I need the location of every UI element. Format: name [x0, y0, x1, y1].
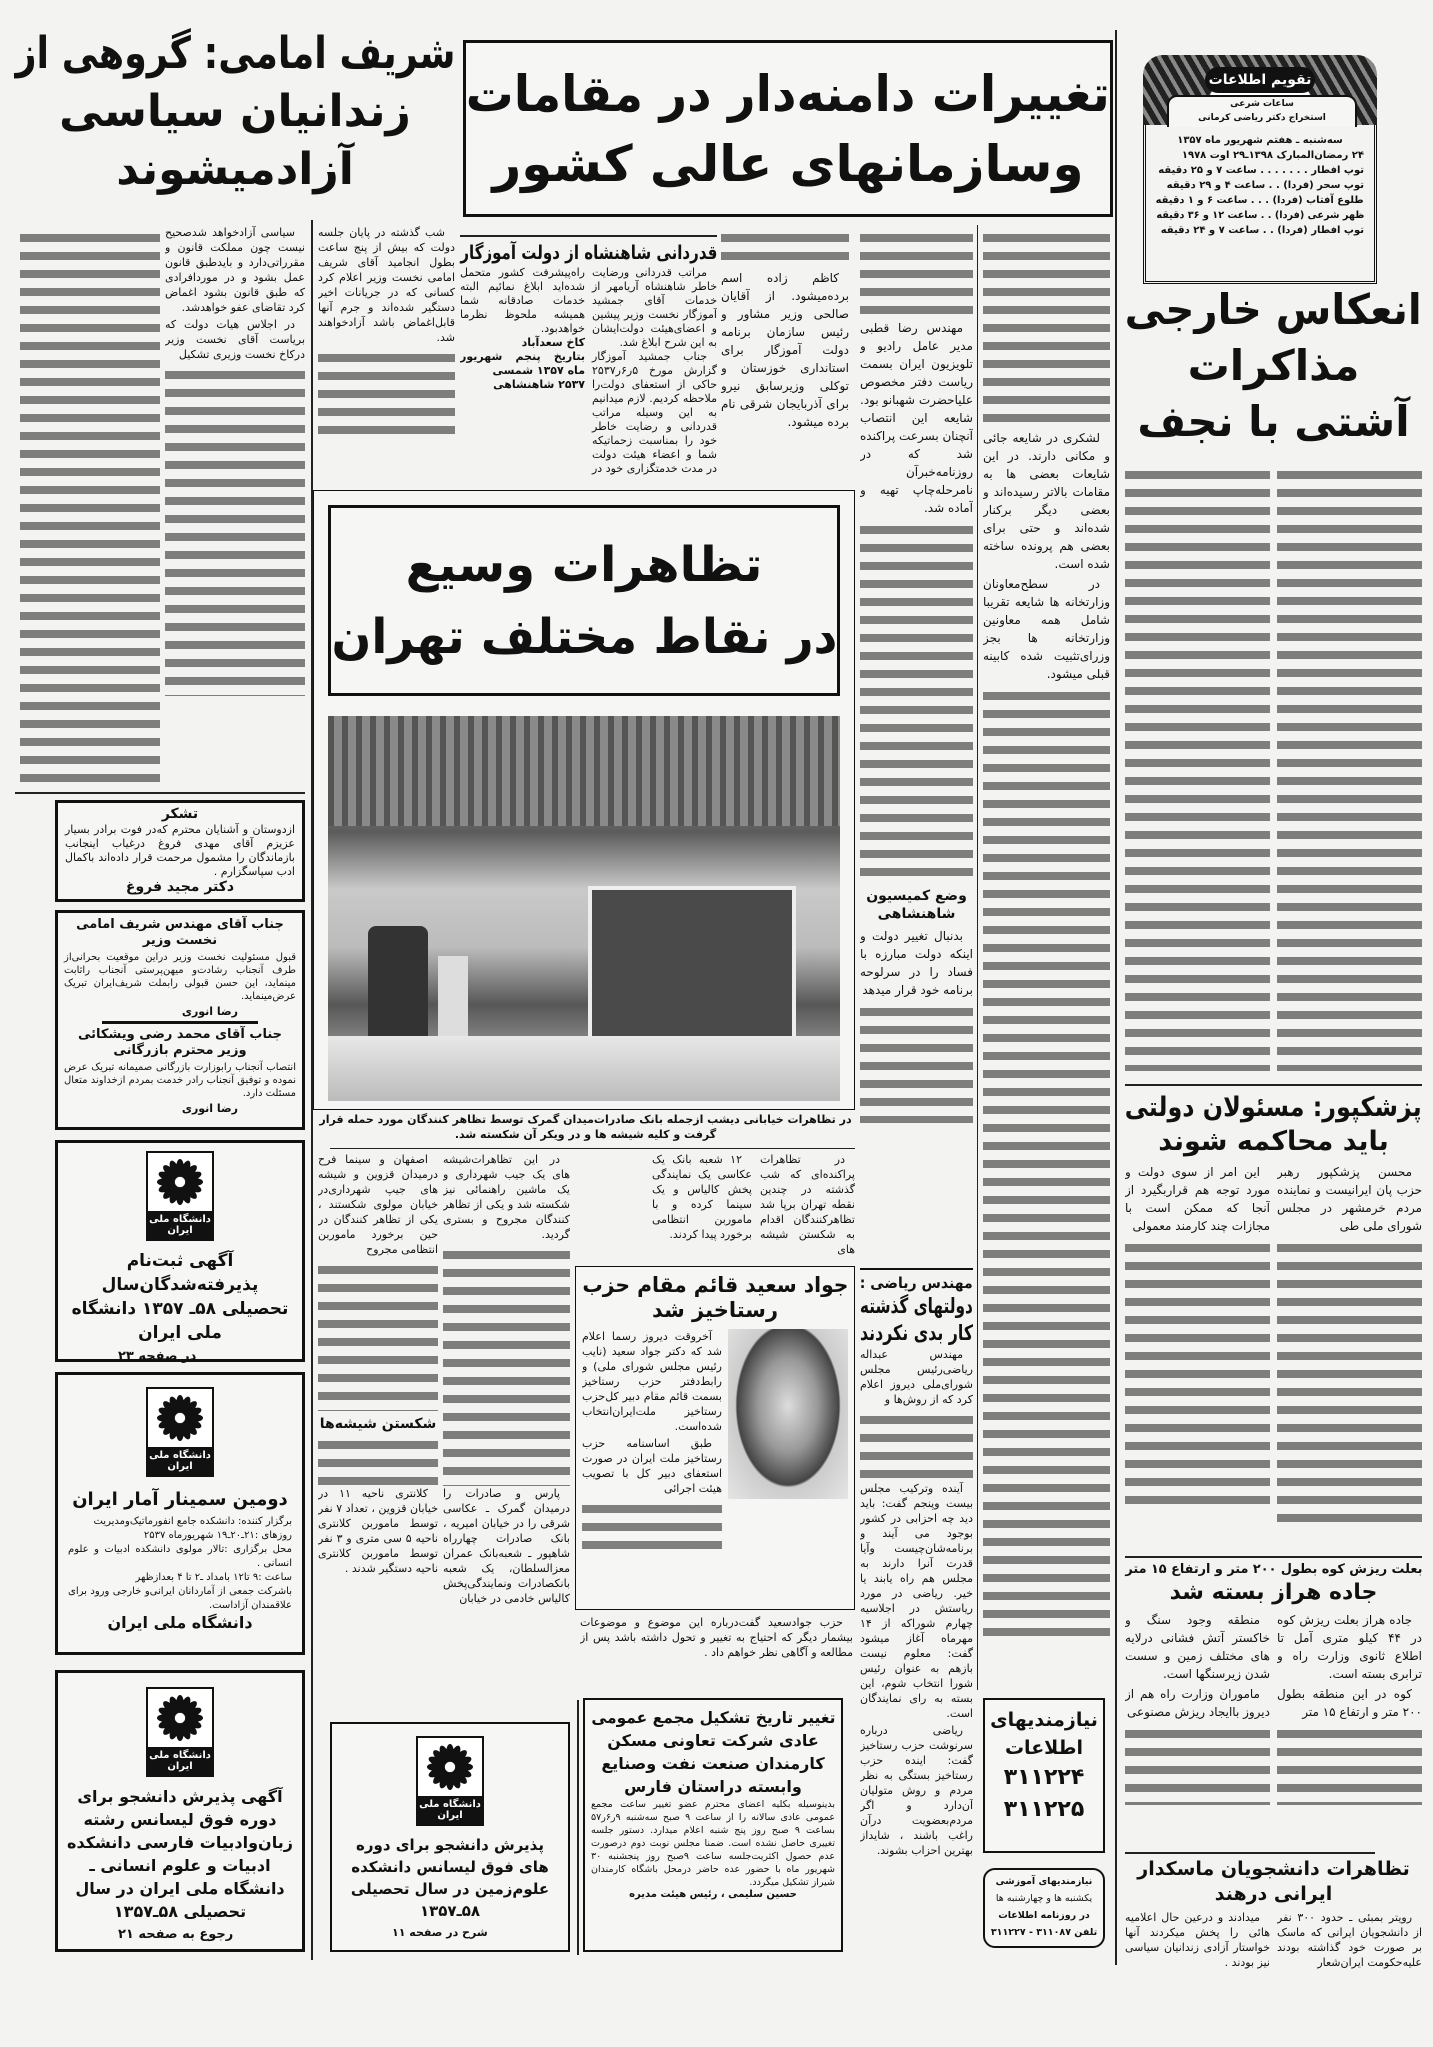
calendar-times [1143, 125, 1377, 284]
calendar-line: ۲۴ رمضان‌المبارک ۱۳۹۸ـ۲۹ اوت ۱۹۷۸ [1181, 150, 1364, 161]
headline-line: باید محاکمه شوند [1158, 1126, 1389, 1157]
notice-title: جناب آقای مهندس شریف امامی [76, 917, 284, 932]
university-logo [146, 1687, 214, 1777]
calendar-box [1143, 55, 1377, 268]
photo-caption: در تظاهرات خیابانی دیشب ازجمله بانک صادرات‌میدان گمرک توسط تظاهر کنندگان مورد حمله قرار گرفت و کلیه شیشه ها و در ویکر آن شکسته شد. [319, 1113, 852, 1141]
geology-admission-ad [330, 1722, 570, 1952]
flower-emblem-icon [425, 1742, 475, 1792]
headline-line: پزشکپور: مسئولان دولتی [1125, 1092, 1422, 1123]
calendar-line: توپ افطار (فردا) . . ساعت ۷ و ۲۴ دقیقه [1160, 225, 1364, 236]
students-col-2 [1125, 1910, 1270, 1972]
main-story-col-1 [983, 225, 1110, 1690]
headline-line: تظاهرات دانشجویان ماسکدار [1137, 1858, 1410, 1880]
paragraph: در سطح‌معاونان وزارتخانه ها شایعه تقریبا شامل همه معاونین وزارتخانه ها بجز وزرای‌تثبیت شده کابینه قبلی میشود. [983, 577, 1110, 681]
statistics-seminar-ad [55, 1372, 305, 1655]
ad-line: ساعت :۹ تا۱۲ بامداد ـ۲ تا ۴ بعدازظهر [135, 1572, 292, 1583]
haraz-kicker: بعلت ریزش کوه بطول ۲۰۰ متر و ارتفاع ۱۵ متر [1125, 1562, 1422, 1577]
paragraph: جناب جمشید آموزگار گزارش مورخ ۵ر۶ر۲۵۳۷ حاکی از استعفای دولت‌را ملاحظه کردیم. لازم میدانیم به این وسیله مراتب قدردانی و رضایت خاطر خود را بمناسبت زحماتیکه شما و اعضاء هیئت دولت در مدت خدمتگزاری خود در راه‌پیشرفت کشور متحمل شده‌اید ابلاغ نمائیم البته خدمات صادقانه شما همیشه ملحوظ نظرما خواهدبود. [460, 266, 717, 475]
students-story [1125, 1857, 1422, 1972]
photo-figure [368, 926, 428, 1046]
illegible-text [721, 229, 849, 269]
ad-line: نیازمندیهای آموزشی [995, 1876, 1093, 1887]
paragraph: منطقه وجود سنگ و خاکستر آتش فشانی درلایه های مختلف زمین و سست شدن زیرسنگها است. [1125, 1613, 1270, 1681]
illegible-text [443, 1246, 570, 1486]
paragraph: بدنبال تغییر دولت و اینکه دولت مبارزه با فساد را در سرلوحه برنامه خود قرار میدهد [860, 929, 973, 997]
paragraph: ۱۲ شعبه بانک یک عکاسی یک نمایندگی پخش کالیاس و یک سینما کرده و با ماموربن انتظامی برخورد پیدا کردند. [652, 1153, 752, 1241]
photo-ceiling [328, 716, 840, 826]
university-registration-ad [55, 1140, 305, 1362]
flower-center [175, 1413, 185, 1423]
divider [460, 235, 717, 237]
paragraph: شب گذشته در پایان جلسه دولت که بیش از پنج ساعت بطول انجامید آقای شریف امامی نخست وزیر اعلام کرد کسانی که در جریانات اخیر دستگیر شده‌اند و جرم آنها قابل‌اغماض باشد آزادخواهند شد. [318, 226, 455, 344]
illegible-text [860, 229, 973, 319]
ad-title: دومین سمینار آمار ایران [72, 1489, 288, 1510]
najaf-col-1 [1277, 462, 1422, 1075]
notice-body: قبول مسئولیت نخست وزیر دراین موقعیت بحرانی‌از طرف آنجناب رشادت‌و میهن‌پرستی آنجناب راثابت مینماید، این حسن قبولی رابملت شریف‌ایران تبریک عرض‌مینماید. [64, 952, 296, 1002]
notice-title: کارمندان صنعت نفت وصنایع [601, 1754, 825, 1773]
ad-line: محل برگزاری :تالار مولوی دانشکده ادبیات و علوم انسانی . [68, 1544, 292, 1569]
paragraph: کاظم زاده اسم برده‌میشود. از آقایان صالحی وزیر مشاور و رئیس سازمان برنامه دولت آموزگار برای استانداری خوزستان و توکلی وزیرسابق نیرو برای آذربایجان شرقی نام برده میشود. [721, 271, 849, 429]
students-col-1 [1277, 1910, 1422, 1972]
paragraph: لشکری در شایعه جائی و مکانی دارند. در این شایعات بعضی ها به مقامات بالاتر رسیده‌اند و بعضی دیگر برکنار شده‌اند و حتی برای بعضی هم پرونده ساخته شده است. [983, 431, 1110, 571]
kicker: مهندس ریاضی : [860, 1274, 973, 1292]
calendar-credit: استخراج دکتر ریاضی کرمانی [1198, 113, 1326, 123]
ad-signature: دانشگاه ملی ایران [107, 1613, 253, 1632]
university-logo [146, 1387, 214, 1477]
notice-title: وابسته دراستان فارس [624, 1777, 802, 1796]
notice-body: بدینوسیله بکلیه اعضای محترم عضو تغییر ساعت مجمع عمومی عادی سالانه را از ساعت ۹ صبح سه‌شنبه ۹ر۶ر۵۷ بساعت ۹ صبح روز پنج شنبه اعلام میدارد. دستور جلسه تغییری حاصل نشده است. ضمنا مجلس نوبت دوم درصورت عدم حصول اکثریت‌جلسه ساعت ۹صبح روز پنجشنبه ۳۰ شهریور ماه با حضور عده حاضر درمحل باشگاه کارمندان شیراز تشکیل میگردد. [591, 1799, 836, 1888]
pezeshkpour-col-1 [1277, 1163, 1422, 1547]
flower-emblem-icon [155, 1157, 205, 1207]
ad-line: در روزنامه اطلاعات [998, 1910, 1090, 1921]
headline-line: انعکاس خارجی [1124, 285, 1422, 334]
pezeshkpour-col-2 [1125, 1163, 1270, 1547]
photo-rubble [328, 1036, 840, 1101]
paragraph: ماموران وزارت راه هم از دیروز باایجاد ریزش مصنوعی [1125, 1687, 1270, 1719]
headline-line: آزادمیشوند [116, 144, 354, 195]
page-reference: شرح در صفحه ۱۱ [392, 1926, 488, 1939]
saeed-story [575, 1266, 855, 1610]
haraz-story [1125, 1561, 1422, 1847]
illegible-text [582, 1500, 722, 1550]
calendar-line: ظهر شرعی (فردا) . . ساعت ۱۲ و ۳۶ دقیقه [1156, 210, 1364, 221]
headline-line: کار بدی نکردند [860, 1321, 973, 1345]
paragraph: مهندس عبداله ریاضی‌رئیس مجلس شورای‌ملی دیروز اعلام کرد که از روش‌ها و [860, 1348, 973, 1406]
main-story-col-2 [860, 225, 973, 1260]
notice-signature: رضا انوری [181, 1102, 238, 1115]
illegible-text [983, 229, 1110, 429]
paragraph: آخروقت دیروز رسما اعلام شد که دکتر جواد سعید (نایب رئیس مجلس شورای ملی) و رابط‌دفتر حزب رستاخیز بسمت قائم مقام دبیر کل‌حزب رستاخیز ملت‌ایران‌انتخاب شده‌است. [582, 1330, 722, 1433]
headline-line: شریف امامی: گروهی از [15, 28, 455, 79]
left-story-col-3 [20, 225, 160, 785]
calendar-line: طلوع آفتاب (فردا) . . . ساعت ۶ و ۱ دقیقه [1155, 195, 1364, 206]
illegible-text [983, 687, 1110, 1637]
ad-title: اطلاعات [1004, 1737, 1084, 1759]
illegible-text [860, 1003, 973, 1123]
cooperative-meeting-notice [583, 1698, 843, 1952]
paragraph: اصفهان و سینما فرح درمیدان قزوین و شیشه های جیپ شهرداری‌در خیابان مولوی شکستند ، یکی از تظاهر کنندگان در حین برخورد ماموربن انتظامی مجروح [318, 1153, 438, 1256]
university-logo [416, 1736, 484, 1826]
university-logo [146, 1151, 214, 1241]
paragraph: میدادند و درعین حال اعلامیه هائی را پخش میکردند آنها خواستار آزادی زندانیان سیاسی نیز بودند . [1125, 1911, 1270, 1969]
paragraph: در تظاهرات پراکنده‌ای که شب گذشته در چندین نقطه تهران برپا شد تظاهرکنندگان اقدام به شکستن شیشه های [760, 1153, 855, 1256]
calendar-line: توپ افطار . . . . . . . ساعت ۷ و ۲۵ دقیقه [1158, 165, 1364, 176]
paragraph: طبق اساسنامه حزب رستاخیز ملت ایران در صورت استعفای دبیر کل با تصویب هیئت اجرائی [582, 1437, 722, 1495]
flower-center [175, 1713, 185, 1723]
haraz-headline: جاده هراز بسته شد [1169, 1580, 1378, 1605]
flower-center [445, 1762, 455, 1772]
ad-line: روزهای :۲۱ـ۲۰ـ۱۹ شهریورماه ۲۵۳۷ [143, 1530, 292, 1541]
illegible-text [860, 521, 973, 881]
haraz-col-2 [1125, 1611, 1270, 1841]
logo-text: دانشگاه ملی ایران [148, 1447, 212, 1475]
calendar-ornament [1143, 55, 1377, 125]
educational-classifieds-ad [983, 1868, 1105, 1948]
ad-line: تلفن ۳۱۱۰۸۷ - ۳۱۱۲۲۷ [990, 1927, 1098, 1938]
illegible-text [1125, 466, 1270, 1071]
notice-body: ازدوستان و آشنایان محترم که‌در فوت برادر بسیار عزیزم آقای مهدی فروغ درغیاب اینجانب بازماندگان را مشمول مرحمت قرار داده‌اند باکمال ادب سپاسگزارم . [65, 823, 295, 878]
riazi-story [860, 1268, 973, 1958]
ad-line: برگزار کننده: دانشکده جامع انفورماتیک‌ومدیریت [93, 1516, 292, 1527]
paragraph: در این تظاهرات‌شیشه های یک جیب شهرداری و یک ماشین راهنمائی نیز شکسته شد و یکی از تظاهر کنندگان مجروح و بستری گردید. [443, 1153, 570, 1241]
notice-title: جناب آقای محمد رضی ویشکائی [78, 1027, 282, 1042]
logo-text: دانشگاه ملی ایران [148, 1211, 212, 1239]
notice-body: انتصاب آنجناب رابوزارت بازرگانی صمیمانه تبریک عرض نموده و توفیق آنجناب رادر خدمت بمردم ازخداوند متعال مسئلت دارد. [64, 1062, 296, 1099]
ad-title: آگهی پذیرش دانشجو برای دوره فوق لیسانس رشته زبان‌وادبیات فارسی دانشکده ادبیات و علوم انسانی ـ دانشگاه ملی ایران در سال تحصیلی ۵۸ـ۱۳۵۷ [67, 1787, 293, 1921]
gratitude-columns [460, 266, 717, 484]
notice-title: وزیر محترم بازرگانی [113, 1043, 247, 1058]
calendar-subtitle: ساعات شرعی [1230, 99, 1294, 109]
column-rule [977, 225, 978, 1690]
demonstrations-headline-box [328, 505, 840, 696]
phone-number: ۳۱۱۲۲۵ [1003, 1797, 1085, 1822]
divider [1125, 1556, 1422, 1558]
page-reference: رجوع به صفحه ۲۱ [118, 1927, 234, 1942]
demonstrations-col-1 [760, 1152, 855, 1262]
notice-title: عادی شرکت تعاونی مسکن [607, 1731, 819, 1750]
calendar-line: توپ سحر (فردا) . . ساعت ۴ و ۲۹ دقیقه [1166, 180, 1364, 191]
illegible-text [318, 1436, 438, 1486]
paragraph: در اجلاس هیات دولت که بریاست آقای نخست وزیر درکاخ نخست وزیری تشکیل [165, 318, 305, 361]
phone-number: ۳۱۱۲۲۴ [1003, 1765, 1085, 1790]
divider [330, 1148, 855, 1149]
photo-window [588, 886, 796, 1044]
gratitude-story [460, 240, 717, 486]
main-headline-box [463, 40, 1113, 217]
notice-title: تشکر [161, 806, 199, 822]
gratitude-headline: قدردانی شاهنشاه از دولت آموزگار [459, 242, 717, 264]
saeed-portrait [728, 1329, 848, 1499]
ad-line: باشرکت جمعی از آماردانان ایرانی‌و خارجی ورود برای علاقمندان آزاداست. [68, 1586, 292, 1611]
paragraph: مهندس رضا قطبی مدیر عامل رادیو و تلویزیون ایران بسمت ریاست دفتر مخصوص علیاحضرت شهبانو بود. شایعه این انتصاب آنچنان بسرعت پراکنده شد که در روزنامه‌خبرآن نامرحله‌چاپ تهیه و آماده شد. [860, 321, 973, 515]
column-rule [577, 1700, 579, 1955]
headline-line: رستاخیز شد [651, 1298, 779, 1322]
paragraph: کوه در این منطقه بطول ۲۰۰ متر و ارتفاع ۱۵ متر [1277, 1687, 1422, 1719]
paragraph: ریاضی درباره سرنوشت حزب رستاخیز گفت: اینده حزب رستاخیز بستگی به نظر مردم و روش متولیان آن‌دارد و اگر مردم‌بعضویت درآن راغب باشند ، شایداز بهترین احزاب بشوند. [860, 1724, 973, 1857]
left-headline [15, 25, 455, 199]
paragraph: آینده وترکیب مجلس بیست وپنجم گفت: باید دید چه احزابی در کشور بوجود می آیند و برنامه‌شان‌چیست وآیا قدرت آنرا دارند به مجلس هم راه یابند یا خیر. ریاضی در مورد ریاستش در اجلاسیه چهارم شوراکه از ۱۴ مهرماه آغاز میشود گفت: معلوم نیست بازهم به عنوان رئیس شورا انتخاب شوم، این بسته به رای نمایندگان است. [860, 1482, 973, 1720]
main-story-col-3 [721, 225, 849, 485]
subheading: شکستن شیشه‌ها [319, 1416, 437, 1432]
main-headline-line: تغییرات دامنه‌دار در مقامات [466, 64, 1110, 123]
demonstrations-col-3 [443, 1152, 570, 1687]
illegible-text [1125, 1239, 1270, 1509]
paragraph: کلانتری ناحیه ۱۱ در خیابان قزوین ، تعداد ۷ نفر توسط ماموربن کلانتری ناحیه ۵ سی متری و ۳ نفر توسط ماموربن کلانتری ناحیه دستگیر شدند . [318, 1487, 438, 1575]
notice-title: تغییر تاریخ تشکیل مجمع عمومی [590, 1708, 835, 1727]
illegible-text [1277, 466, 1422, 1071]
illegible-text [1125, 1725, 1270, 1805]
flower-emblem-icon [155, 1393, 205, 1443]
gratitude-date: بتاریخ پنجم شهریور ماه ۱۳۵۷ شمسی [460, 350, 585, 377]
divider [1125, 1084, 1422, 1086]
headline-line: دولتهای گذشته [860, 1294, 973, 1318]
haraz-col-1 [1277, 1611, 1422, 1841]
notice-signature: حسین سلیمی ، رئیس هیئت مدیره [629, 1889, 797, 1900]
headline-line: در نقاط مختلف تهران [331, 608, 837, 665]
headline-line: مذاکرات [1187, 341, 1360, 390]
gratitude-place: کاخ سعدآباد [521, 336, 585, 349]
bank-photo [328, 716, 840, 1101]
gratitude-date: ۲۵۳۷ شاهنشاهی [493, 378, 585, 391]
saeed-text [582, 1329, 722, 1599]
illegible-text [318, 349, 455, 439]
ad-line: یکشنبه ها و چهارشنبه ها [995, 1893, 1093, 1904]
congratulations-notice [55, 910, 305, 1130]
ad-title: پذیرش دانشجو برای دوره های فوق لیسانس دانشکده علوم‌زمین در سال تحصیلی ۵۸ـ۱۳۵۷ [350, 1836, 550, 1920]
main-headline-line: وسازمانهای عالی کشور [492, 134, 1084, 193]
demonstrations-col-4 [318, 1152, 438, 1687]
notice-signature: دکتر مجید فروغ [125, 879, 235, 895]
headline-line: زندانیان سیاسی [59, 86, 411, 137]
ad-title: آگهی ثبت‌نام پذیرفته‌شدگان‌سال تحصیلی ۵۸ـ ۱۳۵۷ دانشگاه ملی ایران [71, 1251, 289, 1343]
flower-center [175, 1177, 185, 1187]
paragraph: حزب جوادسعید گفت‌درباره این موضوع و موضوعات بیشمار دیگر که احتیاج به تغییر و تحول داشته باشد پس از مطالعه و آگاهی نظر خواهم داد . [580, 1616, 853, 1659]
illegible-text [1277, 1725, 1422, 1805]
illegible-text [1277, 1239, 1422, 1529]
calendar-title: تقویم اطلاعات [1205, 67, 1315, 93]
thanks-notice [55, 800, 305, 902]
paragraph: محسن پزشکپور رهبر حزب پان ایرانیست و نماینده مردم خرمشهر در مجلس شورای ملی طی [1277, 1165, 1422, 1233]
left-story-col-2 [165, 225, 305, 785]
headline-line: جواد سعید قائم مقام حزب [581, 1273, 848, 1297]
divider [15, 792, 305, 794]
logo-text: دانشگاه ملی ایران [418, 1796, 482, 1824]
demonstrations-feature [313, 490, 855, 1110]
logo-text: دانشگاه ملی ایران [148, 1747, 212, 1775]
paragraph: جاده هراز بعلت ریزش کوه در ۴۴ کیلو متری آمل تا اطلاع ثانوی وزارت راه و ترابری بسته است. [1277, 1613, 1422, 1681]
ad-title: نیازمندیهای [990, 1709, 1098, 1731]
illegible-text [165, 366, 305, 696]
notice-title: نخست وزیر [142, 933, 218, 948]
najaf-headline [1125, 282, 1422, 450]
divider [1125, 1852, 1375, 1854]
illegible-text [860, 1411, 973, 1481]
classifieds-ad [983, 1698, 1105, 1853]
headline-line: تظاهرات وسیع [405, 536, 763, 593]
page-reference: در صفحه ۲۳ [118, 1349, 197, 1364]
paragraph: این امر از سوی دولت و مورد توجه هم قراربگیرد از آنجا که ممکن است با مجازات چند کارمند معمولی [1125, 1165, 1270, 1233]
paragraph: مراتب قدردانی ورضایت خاطر شاهنشاه آریامهر از خدمات آقای جمشید آموزگار نخست وزیر پیشین و اعضای‌هیئت دولت‌ایشان به این شرح ابلاغ شد. [592, 266, 717, 349]
illegible-text [20, 229, 160, 784]
headline-line: ایرانی درهند [1214, 1883, 1333, 1905]
headline-line: آشتی با نجف [1137, 397, 1410, 446]
notice-signature: رضا انوری [181, 1005, 238, 1018]
paragraph: رویتر بمبئی ـ حدود ۳۰۰ نفر از دانشجویان ایرانی که ماسک بر صورت خود گذاشته بودند علیه‌حکومت ایران‌شعار [1277, 1911, 1422, 1969]
literature-admission-ad [55, 1670, 305, 1952]
flower-emblem-icon [155, 1693, 205, 1743]
pezeshkpour-story [1125, 1091, 1422, 1551]
saeed-col-continued [580, 1615, 853, 1693]
demonstrations-col-2 [652, 1152, 752, 1262]
paragraph: پارس و صادرات را درمیدان گمرک ـ عکاسی شرقی را در خیابان امیریه ، بانک صادرات چهارراه شاهپور ـ شعبه‌بانک عمران معزالسلطان، یک شعبه بانکصادرات ونمایندگی‌پخش کالیاس خادمی در خیابان [443, 1487, 570, 1605]
paragraph: سیاسی آزادخواهد شدصحیح نیست چون مملکت قانون و مقرراتی‌دارد و بایدطبق قانون عمل بشود و در موردافرادی که طبق قانون بشود اغماض کرد تقاضای عفو خواهدشد. [165, 226, 305, 314]
illegible-text [318, 1261, 438, 1411]
najaf-col-2 [1125, 462, 1270, 1075]
divider [102, 1021, 258, 1024]
calendar-line: سه‌شنبه ـ هفتم شهریور ماه ۱۳۵۷ [1177, 135, 1343, 146]
subheading: وضع کمیسیون شاهنشاهی [866, 888, 967, 922]
